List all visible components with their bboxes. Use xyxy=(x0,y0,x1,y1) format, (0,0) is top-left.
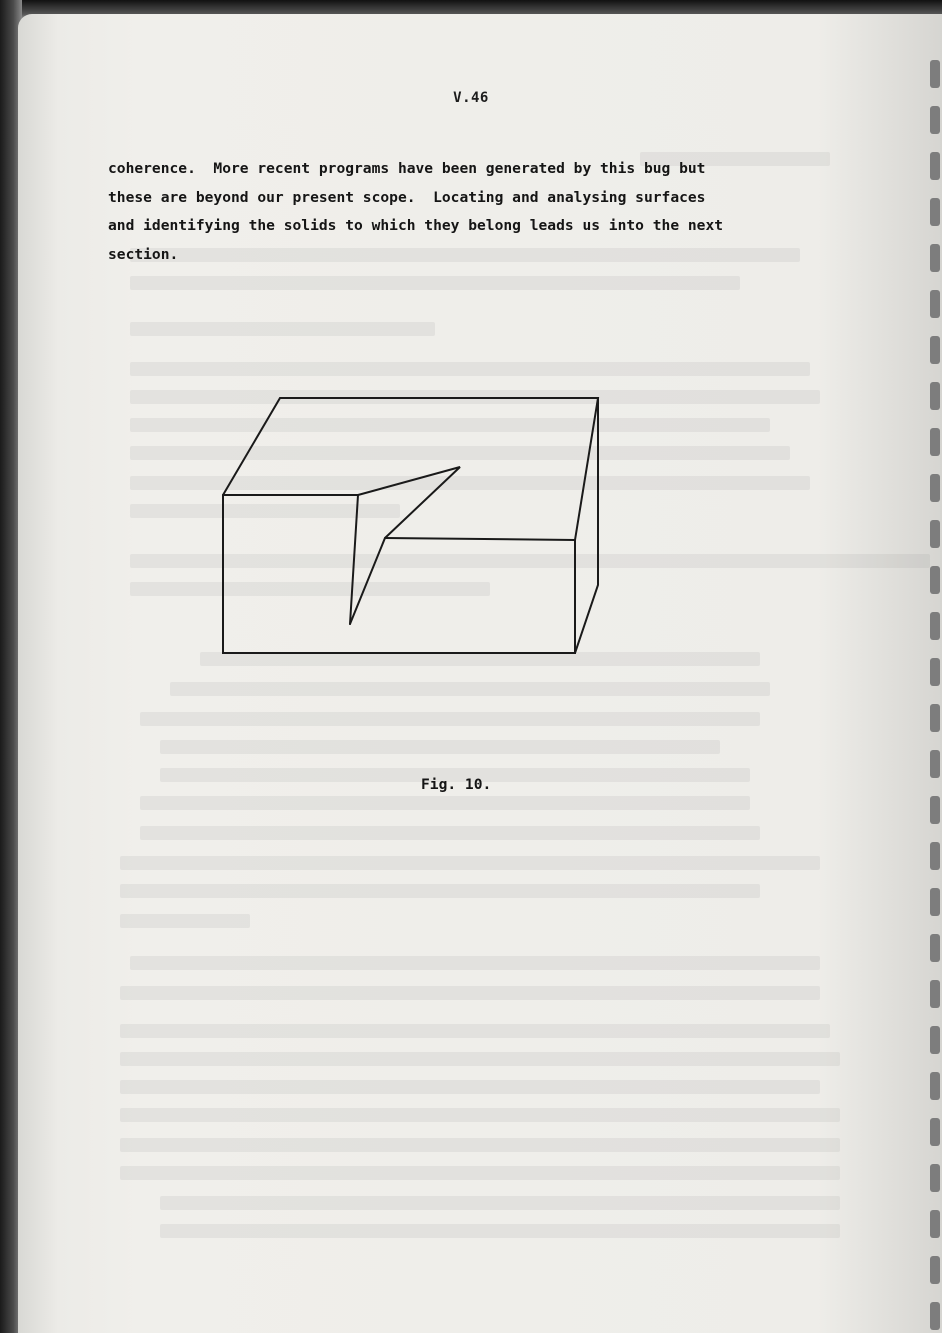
page-number: V.46 xyxy=(453,90,489,106)
box-front-face xyxy=(223,495,575,653)
binding-ring xyxy=(930,1072,940,1100)
binding-ring xyxy=(930,428,940,456)
binding-ring xyxy=(930,106,940,134)
box-right-face xyxy=(575,398,598,653)
notch-bottom-edge xyxy=(385,538,575,540)
body-line: these are beyond our present scope. Locating and analysing surfaces xyxy=(108,188,706,206)
binding-ring xyxy=(930,382,940,410)
body-line: and identifying the solids to which they belong leads us into the next xyxy=(108,217,724,234)
binding-ring xyxy=(930,290,940,318)
binding-ring xyxy=(930,796,940,824)
binding-ring xyxy=(930,336,940,364)
binding-ring xyxy=(930,520,940,548)
body-line: coherence. More recent programs have been generated by this bug but xyxy=(108,160,706,177)
binding-ring xyxy=(930,842,940,870)
binding-ring xyxy=(930,1210,940,1238)
binding-ring xyxy=(930,1256,940,1284)
notched-box-drawing xyxy=(210,385,600,660)
binding-ring xyxy=(930,934,940,962)
binding-ring xyxy=(930,980,940,1008)
box-top-back-edge xyxy=(223,398,598,540)
binding-ring xyxy=(930,152,940,180)
notch-left-edge xyxy=(223,495,358,624)
figure-caption: Fig. 10. xyxy=(421,776,492,793)
spiral-binding xyxy=(928,0,942,1333)
binding-ring xyxy=(930,566,940,594)
body-paragraph xyxy=(108,155,808,269)
binding-ring xyxy=(930,244,940,272)
binding-ring xyxy=(930,1302,940,1330)
binding-ring xyxy=(930,750,940,778)
binding-ring xyxy=(930,704,940,732)
binding-ring xyxy=(930,888,940,916)
binding-ring xyxy=(930,1164,940,1192)
binding-ring xyxy=(930,658,940,686)
binding-ring xyxy=(930,612,940,640)
binding-ring xyxy=(930,1118,940,1146)
body-line: section. xyxy=(108,245,179,263)
binding-ring xyxy=(930,474,940,502)
notch-cut-edges xyxy=(350,467,460,624)
binding-ring xyxy=(930,60,940,88)
binding-ring xyxy=(930,1026,940,1054)
binding-ring xyxy=(930,198,940,226)
